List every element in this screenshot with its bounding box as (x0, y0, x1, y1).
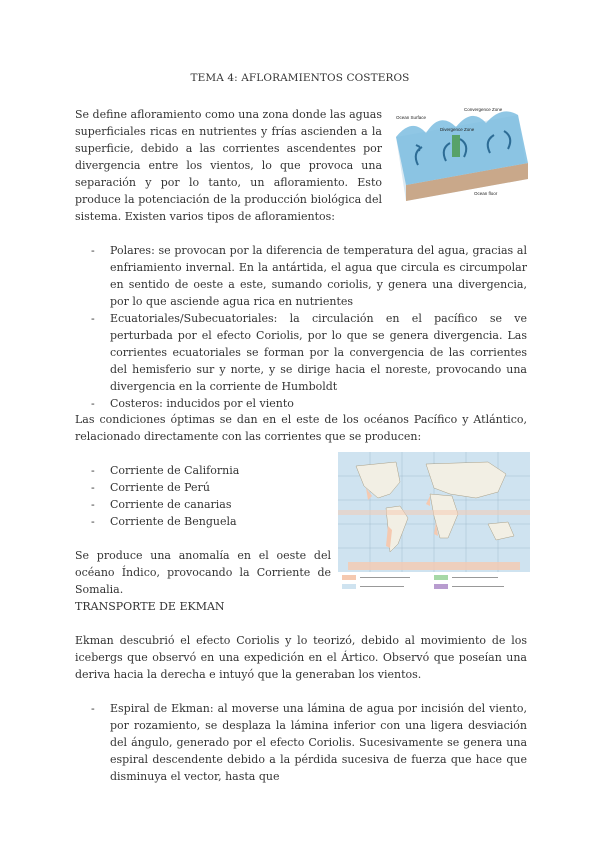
label-convergence: Convergence Zone (464, 107, 503, 112)
intro-paragraph: Se define afloramiento como una zona donde las aguas superficiales ricas en nutrientes y frías ascienden a la superficie, debido a las corrientes ascendentes por divergencia entre los vientos, lo que provoca una separación y por lo tanto, un afloramiento. Esto produce la potenciación de la producción biológica del sistema. Existen varios tipos de afloramientos: (75, 108, 382, 223)
divergence-column (452, 135, 460, 157)
list-item: - Corriente de California (91, 464, 240, 477)
ekman-intro-paragraph: Ekman descubrió el efecto Coriolis y lo teorizó, debido al movimiento de los icebergs que observó en una expedición en el Ártico. Observó que poseían una deriva hacia la derecha e intuyó que la generaban los vientos. (75, 634, 527, 681)
legend-swatch (434, 575, 448, 580)
list-item: - Costeros: inducidos por el viento (91, 397, 294, 410)
upwelling-diagram (390, 103, 530, 203)
world-upwelling-map (338, 452, 530, 594)
anomaly-paragraph: Se produce una anomalía en el oeste del océano Índico, provocando la Corriente de Somalia. (75, 549, 331, 596)
list-item: - Polares: se provocan por la diferencia de temperatura del agua, gracias al enfriamiento invernal. En la antártida, el agua que circula es circumpolar en sentido de oeste a este, sumando coriolis, y genera una divergencia, por lo que asciende agua rica en nutrientes (91, 244, 527, 308)
conditions-paragraph: Las condiciones óptimas se dan en el este de los océanos Pacífico y Atlántico, relacionado directamente con las corrientes que se producen: (75, 413, 527, 443)
label-divergence: Divergence Zone (440, 127, 475, 132)
list-item: - Ecuatoriales/Subecuatoriales: la circulación en el pacífico se ve perturbada por el efecto Coriolis, por lo que se genera divergencia. Las corrientes ecuatoriales se forman por la convergencia de las corrientes del hemisferio sur y norte, y se dirige hacia el noreste, provocando una divergencia en la corriente de Humboldt (91, 312, 527, 393)
ekman-list (91, 700, 527, 785)
list-item: - Espiral de Ekman: al moverse una lámina de agua por incisión del viento, por rozamiento, se desplaza la lámina inferior con una ligera desviación del ángulo, generado por el efecto Coriolis. Sucesivamente se genera una espiral descendente debido a la pérdida sucesiva de fuerza que hace que disminuya el vector, hasta que (91, 702, 527, 783)
currents-list (91, 462, 311, 530)
label-ocean-surface: Ocean Surface (396, 115, 427, 120)
page-title: TEMA 4: AFLORAMIENTOS COSTEROS (190, 72, 410, 84)
equatorial-band (338, 510, 530, 515)
list-item: - Corriente de Perú (91, 481, 210, 494)
label-ocean-floor: Ocean floor (474, 191, 498, 196)
types-list (91, 242, 527, 412)
legend-swatch (342, 584, 356, 589)
list-item: - Corriente de canarias (91, 498, 232, 511)
list-item: - Corriente de Benguela (91, 515, 237, 528)
legend-swatch (434, 584, 448, 589)
ekman-heading: TRANSPORTE DE EKMAN (75, 600, 225, 613)
legend-swatch (342, 575, 356, 580)
antarctic-band (348, 562, 520, 570)
